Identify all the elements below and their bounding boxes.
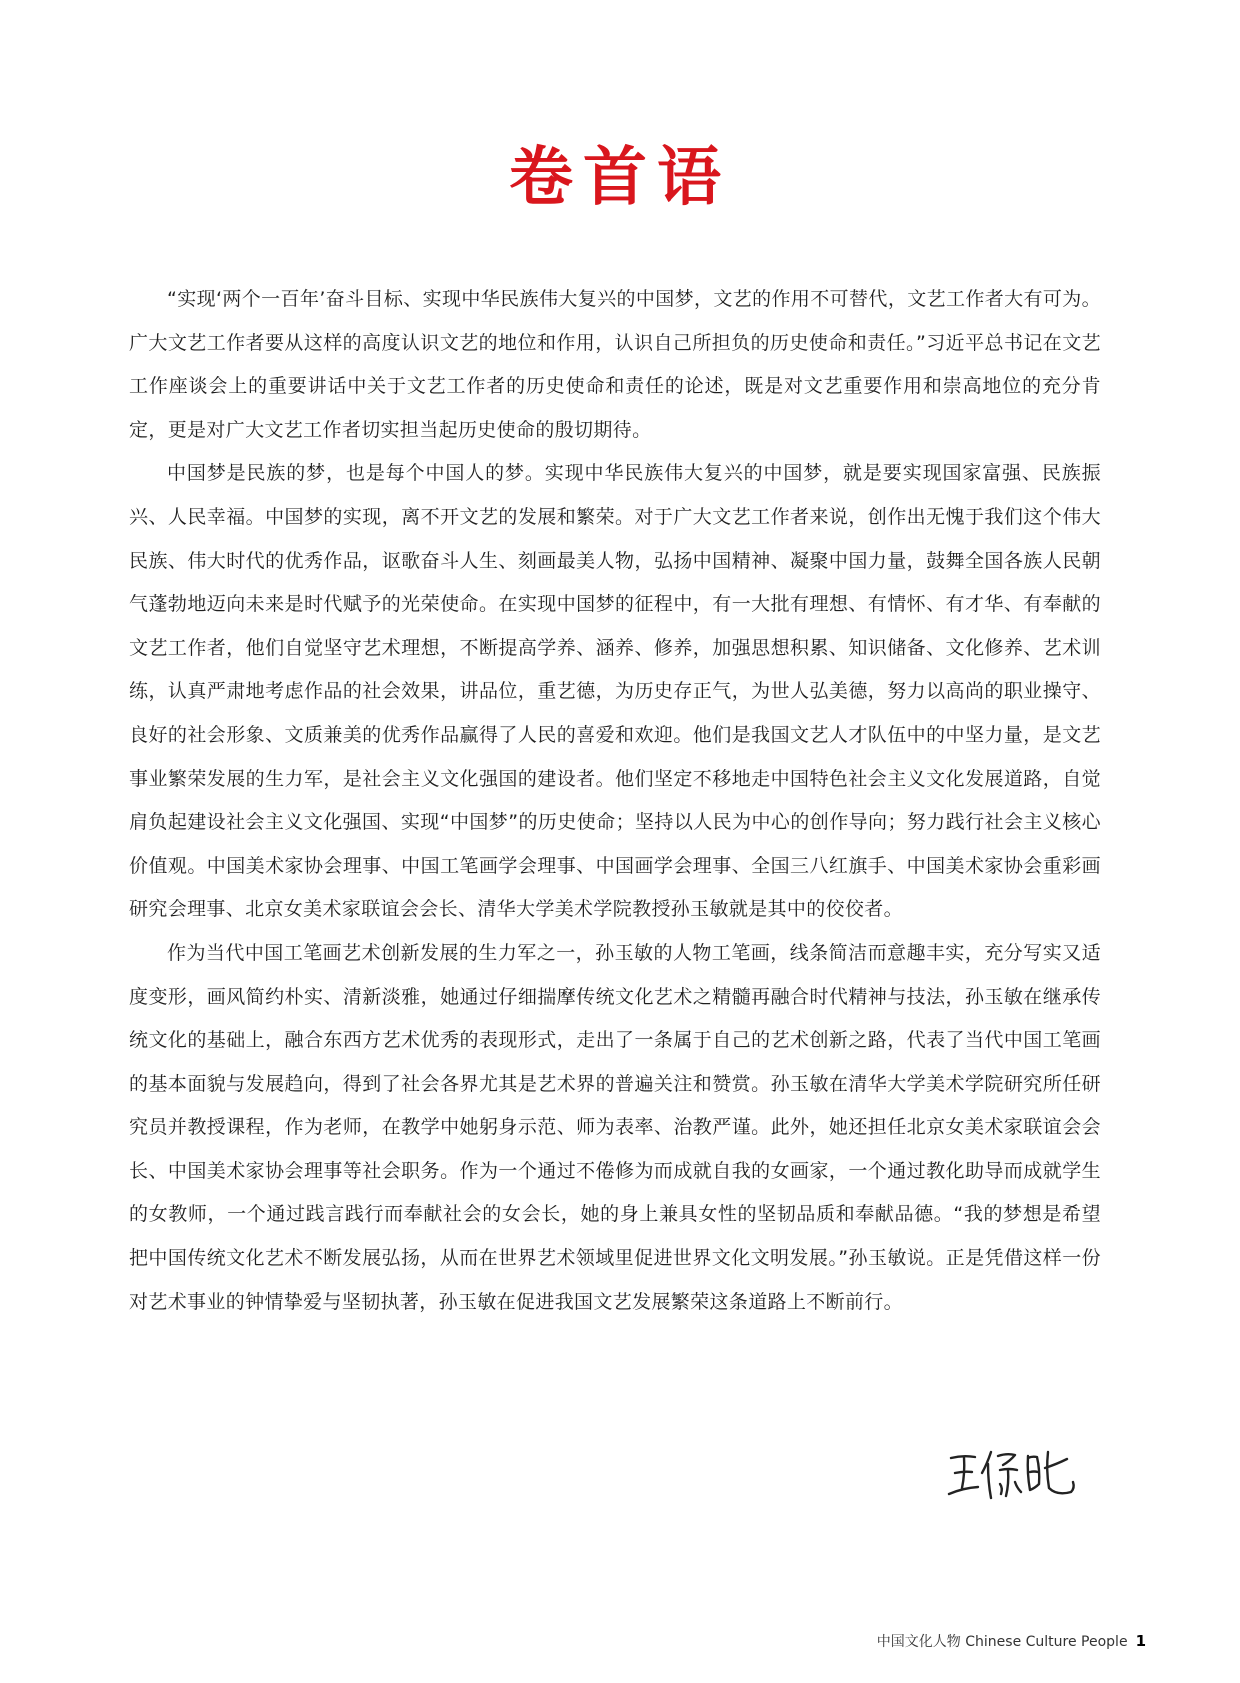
paragraph-1: “实现‘两个一百年’奋斗目标、实现中华民族伟大复兴的中国梦，文艺的作用不可替代，文艺工作者大有可为。广大文艺工作者要从这样的高度认识文艺的地位和作用，认识自己所担负的历史使命和责任。”习近平总书记在文艺工作座谈会上的重要讲话中关于文艺工作者的历史使命和责任的论述，既是对文艺重要作用和崇高地位的充分肯定，更是对广大文艺工作者切实担当起历史使命的殷切期待。 [129,288,1101,441]
paragraph-2: 中国梦是民族的梦，也是每个中国人的梦。实现中华民族伟大复兴的中国梦，就是要实现国家富强、民族振兴、人民幸福。中国梦的实现，离不开文艺的发展和繁荣。对于广大文艺工作者来说，创作出无愧于我们这个伟大民族、伟大时代的优秀作品，讴歌奋斗人生、刻画最美人物，弘扬中国精神、凝聚中国力量，鼓舞全国各族人民朝气蓬勃地迈向未来是时代赋予的光荣使命。在实现中国梦的征程中，有一大批有理想、有情怀、有才华、有奉献的文艺工作者，他们自觉坚守艺术理想，不断提高学养、涵养、修养，加强思想积累、知识储备、文化修养、艺术训练，认真严肃地考虑作品的社会效果，讲品位，重艺德，为历史存正气，为世人弘美德，努力以高尚的职业操守、良好的社会形象、文质兼美的优秀作品赢得了人民的喜爱和欢迎。他们是我国文艺人才队伍中的中坚力量，是文艺事业繁荣发展的生力军，是社会主义文化强国的建设者。他们坚定不移地走中国特色社会主义文化发展道路，自觉肩负起建设社会主义文化强国、实现“中国梦”的历史使命；坚持以人民为中心的创作导向；努力践行社会主义核心价值观。中国美术家协会理事、中国工笔画学会理事、中国画学会理事、全国三八红旗手、中国美术家协会重彩画研究会理事、北京女美术家联谊会会长、清华大学美术学院教授孙玉敏就是其中的佼佼者。 [129,462,1101,921]
publication-name: 中国文化人物 Chinese Culture People [876,1634,1128,1650]
article-body [129,278,1101,1324]
paragraph-3: 作为当代中国工笔画艺术创新发展的生力军之一，孙玉敏的人物工笔画，线条简洁而意趣丰实，充分写实又适度变形，画风简约朴实、清新淡雅，她通过仔细揣摩传统文化艺术之精髓再融合时代精神与技法，孙玉敏在继承传统文化的基础上，融合东西方艺术优秀的表现形式，走出了一条属于自己的艺术创新之路，代表了当代中国工笔画的基本面貌与发展趋向，得到了社会各界尤其是艺术界的普遍关注和赞赏。孙玉敏在清华大学美术学院研究所任研究员并教授课程，作为老师，在教学中她躬身示范、师为表率、治教严谨。此外，她还担任北京女美术家联谊会会长、中国美术家协会理事等社会职务。作为一个通过不倦修为而成就自我的女画家，一个通过教化助导而成就学生的女教师，一个通过践言践行而奉献社会的女会长，她的身上兼具女性的坚韧品质和奉献品德。“我的梦想是希望把中国传统文化艺术不断发展弘扬，从而在世界艺术领域里促进世界文化文明发展。”孙玉敏说。正是凭借这样一份对艺术事业的钟情挚爱与坚韧执著，孙玉敏在促进我国文艺发展繁荣这条道路上不断前行。 [129,941,1101,1313]
page-number: 1 [1135,1632,1146,1650]
handwritten-signature [945,1444,1080,1506]
page-title: 卷首语 [509,141,731,215]
page-footer [877,1632,1146,1651]
